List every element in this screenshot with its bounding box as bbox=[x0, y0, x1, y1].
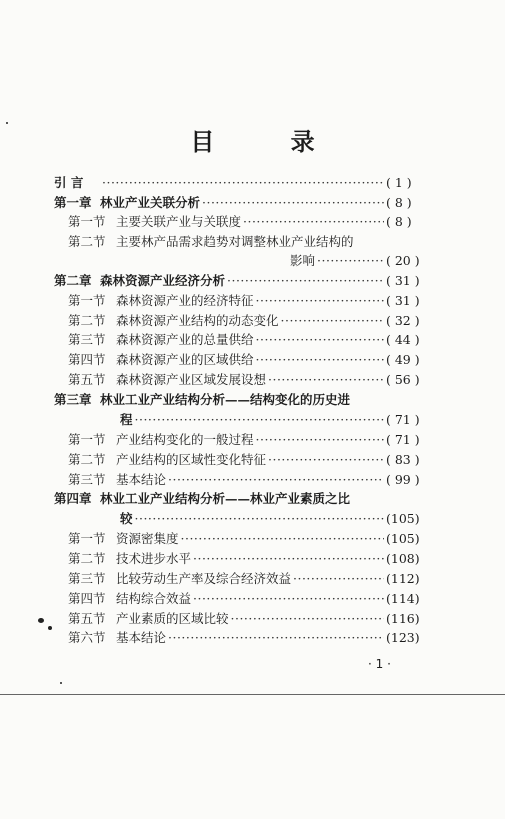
page-number: · 1 · bbox=[368, 657, 391, 671]
scan-speck bbox=[48, 626, 52, 630]
section-number: 第二节 bbox=[68, 551, 106, 566]
chapter-number: 第二章 bbox=[54, 273, 92, 288]
entry-page: ( 8 ) bbox=[386, 195, 412, 210]
entry-page: ( 32 ) bbox=[386, 313, 420, 328]
scan-speck bbox=[6, 122, 8, 124]
section-title: 产业结构的区域性变化特征 bbox=[116, 452, 267, 467]
entry-page: ( 71 ) bbox=[386, 412, 420, 427]
section-number: 第六节 bbox=[68, 630, 106, 645]
section-number: 第二节 bbox=[68, 313, 106, 328]
toc-entry-section[interactable] bbox=[68, 352, 434, 368]
section-number: 第四节 bbox=[68, 591, 106, 606]
dot-leader bbox=[168, 472, 384, 488]
toc-entry-section[interactable] bbox=[68, 234, 434, 250]
dot-leader bbox=[102, 175, 384, 191]
dot-leader bbox=[227, 273, 384, 289]
toc-entry-section[interactable] bbox=[68, 372, 434, 388]
toc-entry-continuation[interactable] bbox=[120, 511, 434, 527]
dot-leader bbox=[256, 432, 384, 448]
chapter-number: 第三章 bbox=[54, 392, 92, 407]
entry-page: (116) bbox=[386, 611, 420, 626]
toc-entry-intro[interactable] bbox=[54, 175, 434, 191]
dot-leader bbox=[281, 313, 384, 329]
entry-page: ( 56 ) bbox=[386, 372, 420, 387]
toc-entry-section[interactable] bbox=[68, 313, 434, 329]
section-number: 第一节 bbox=[68, 531, 106, 546]
toc-entry-section[interactable] bbox=[68, 452, 434, 468]
dot-leader bbox=[256, 293, 384, 309]
section-number: 第四节 bbox=[68, 352, 106, 367]
scan-speck bbox=[38, 618, 44, 623]
section-title: 结构综合效益 bbox=[116, 591, 192, 606]
toc-entry-continuation[interactable] bbox=[120, 412, 434, 428]
page-edge-line bbox=[0, 694, 505, 695]
chapter-title: 林业产业关联分析 bbox=[100, 195, 201, 210]
section-title: 比较劳动生产率及综合经济效益 bbox=[116, 571, 292, 586]
entry-page: (105) bbox=[386, 531, 420, 546]
dot-leader bbox=[293, 571, 384, 587]
entry-page: ( 71 ) bbox=[386, 432, 420, 447]
dot-leader bbox=[243, 214, 384, 230]
toc-entry-section[interactable] bbox=[68, 611, 434, 627]
section-title: 基本结论 bbox=[116, 630, 167, 645]
toc-entry-chapter-3[interactable] bbox=[54, 392, 434, 408]
toc-entry-section[interactable] bbox=[68, 214, 434, 230]
entry-page: (123) bbox=[386, 630, 420, 645]
section-title: 森林资源产业的经济特征 bbox=[116, 293, 254, 308]
toc-entry-section[interactable] bbox=[68, 332, 434, 348]
toc-entry-section[interactable] bbox=[68, 432, 434, 448]
dot-leader bbox=[168, 630, 384, 646]
dot-leader bbox=[193, 551, 384, 567]
scan-speck bbox=[60, 682, 62, 684]
section-title: 主要关联产业与关联度 bbox=[116, 214, 242, 229]
section-title: 资源密集度 bbox=[116, 531, 179, 546]
entry-label: 引 言 bbox=[54, 175, 84, 190]
dot-leader bbox=[193, 591, 384, 607]
section-title-continued: 影响 bbox=[290, 253, 316, 268]
toc-entry-section[interactable] bbox=[68, 551, 434, 567]
section-number: 第五节 bbox=[68, 372, 106, 387]
toc-entry-section[interactable] bbox=[68, 531, 434, 547]
dot-leader bbox=[181, 531, 384, 547]
entry-page: ( 83 ) bbox=[386, 452, 420, 467]
toc-entry-chapter-2[interactable] bbox=[54, 273, 434, 289]
chapter-title: 林业工业产业结构分析——结构变化的历史进 bbox=[100, 392, 351, 407]
section-number: 第二节 bbox=[68, 234, 106, 249]
entry-page: ( 31 ) bbox=[386, 293, 420, 308]
section-title: 基本结论 bbox=[116, 472, 167, 487]
dot-leader bbox=[268, 452, 384, 468]
dot-leader bbox=[231, 611, 384, 627]
entry-page: ( 8 ) bbox=[386, 214, 412, 229]
section-title: 产业结构变化的一般过程 bbox=[116, 432, 254, 447]
chapter-number: 第一章 bbox=[54, 195, 92, 210]
section-number: 第三节 bbox=[68, 332, 106, 347]
section-title: 森林资源产业区域发展设想 bbox=[116, 372, 267, 387]
dot-leader bbox=[135, 511, 384, 527]
entry-page: (112) bbox=[386, 571, 420, 586]
chapter-title-continued: 较 bbox=[120, 511, 133, 526]
section-number: 第五节 bbox=[68, 611, 106, 626]
entry-page: ( 20 ) bbox=[386, 253, 420, 268]
chapter-title: 森林资源产业经济分析 bbox=[100, 273, 226, 288]
dot-leader bbox=[268, 372, 384, 388]
section-number: 第一节 bbox=[68, 293, 106, 308]
section-title: 森林资源产业结构的动态变化 bbox=[116, 313, 279, 328]
toc-entry-chapter-1[interactable] bbox=[54, 195, 434, 211]
chapter-number: 第四章 bbox=[54, 491, 92, 506]
section-number: 第三节 bbox=[68, 571, 106, 586]
section-number: 第一节 bbox=[68, 214, 106, 229]
dot-leader bbox=[202, 195, 384, 211]
entry-page: (114) bbox=[386, 591, 420, 606]
entry-page: (108) bbox=[386, 551, 420, 566]
section-title: 森林资源产业的区域供给 bbox=[116, 352, 254, 367]
toc-entry-chapter-4[interactable] bbox=[54, 491, 434, 507]
entry-page: ( 49 ) bbox=[386, 352, 420, 367]
toc-entry-continuation[interactable] bbox=[290, 253, 434, 269]
entry-page: ( 1 ) bbox=[386, 175, 412, 190]
toc-entry-section[interactable] bbox=[68, 472, 434, 488]
section-number: 第三节 bbox=[68, 472, 106, 487]
chapter-title-continued: 程 bbox=[120, 412, 133, 427]
dot-leader bbox=[256, 332, 384, 348]
chapter-title: 林业工业产业结构分析——林业产业素质之比 bbox=[100, 491, 351, 506]
dot-leader bbox=[135, 412, 384, 428]
section-number: 第二节 bbox=[68, 452, 106, 467]
entry-page: ( 44 ) bbox=[386, 332, 420, 347]
entry-page: ( 99 ) bbox=[386, 472, 420, 487]
toc-entry-section[interactable] bbox=[68, 293, 434, 309]
toc-entry-section[interactable] bbox=[68, 630, 434, 646]
section-title: 产业素质的区域比较 bbox=[116, 611, 229, 626]
dot-leader bbox=[256, 352, 384, 368]
section-number: 第一节 bbox=[68, 432, 106, 447]
page-title: 目 录 bbox=[190, 127, 349, 156]
section-title: 技术进步水平 bbox=[116, 551, 192, 566]
section-title: 森林资源产业的总量供给 bbox=[116, 332, 254, 347]
toc-entry-section[interactable] bbox=[68, 571, 434, 587]
entry-page: ( 31 ) bbox=[386, 273, 420, 288]
toc-entry-section[interactable] bbox=[68, 591, 434, 607]
section-title: 主要林产品需求趋势对调整林业产业结构的 bbox=[116, 234, 354, 249]
entry-page: (105) bbox=[386, 511, 420, 526]
dot-leader bbox=[317, 253, 384, 269]
